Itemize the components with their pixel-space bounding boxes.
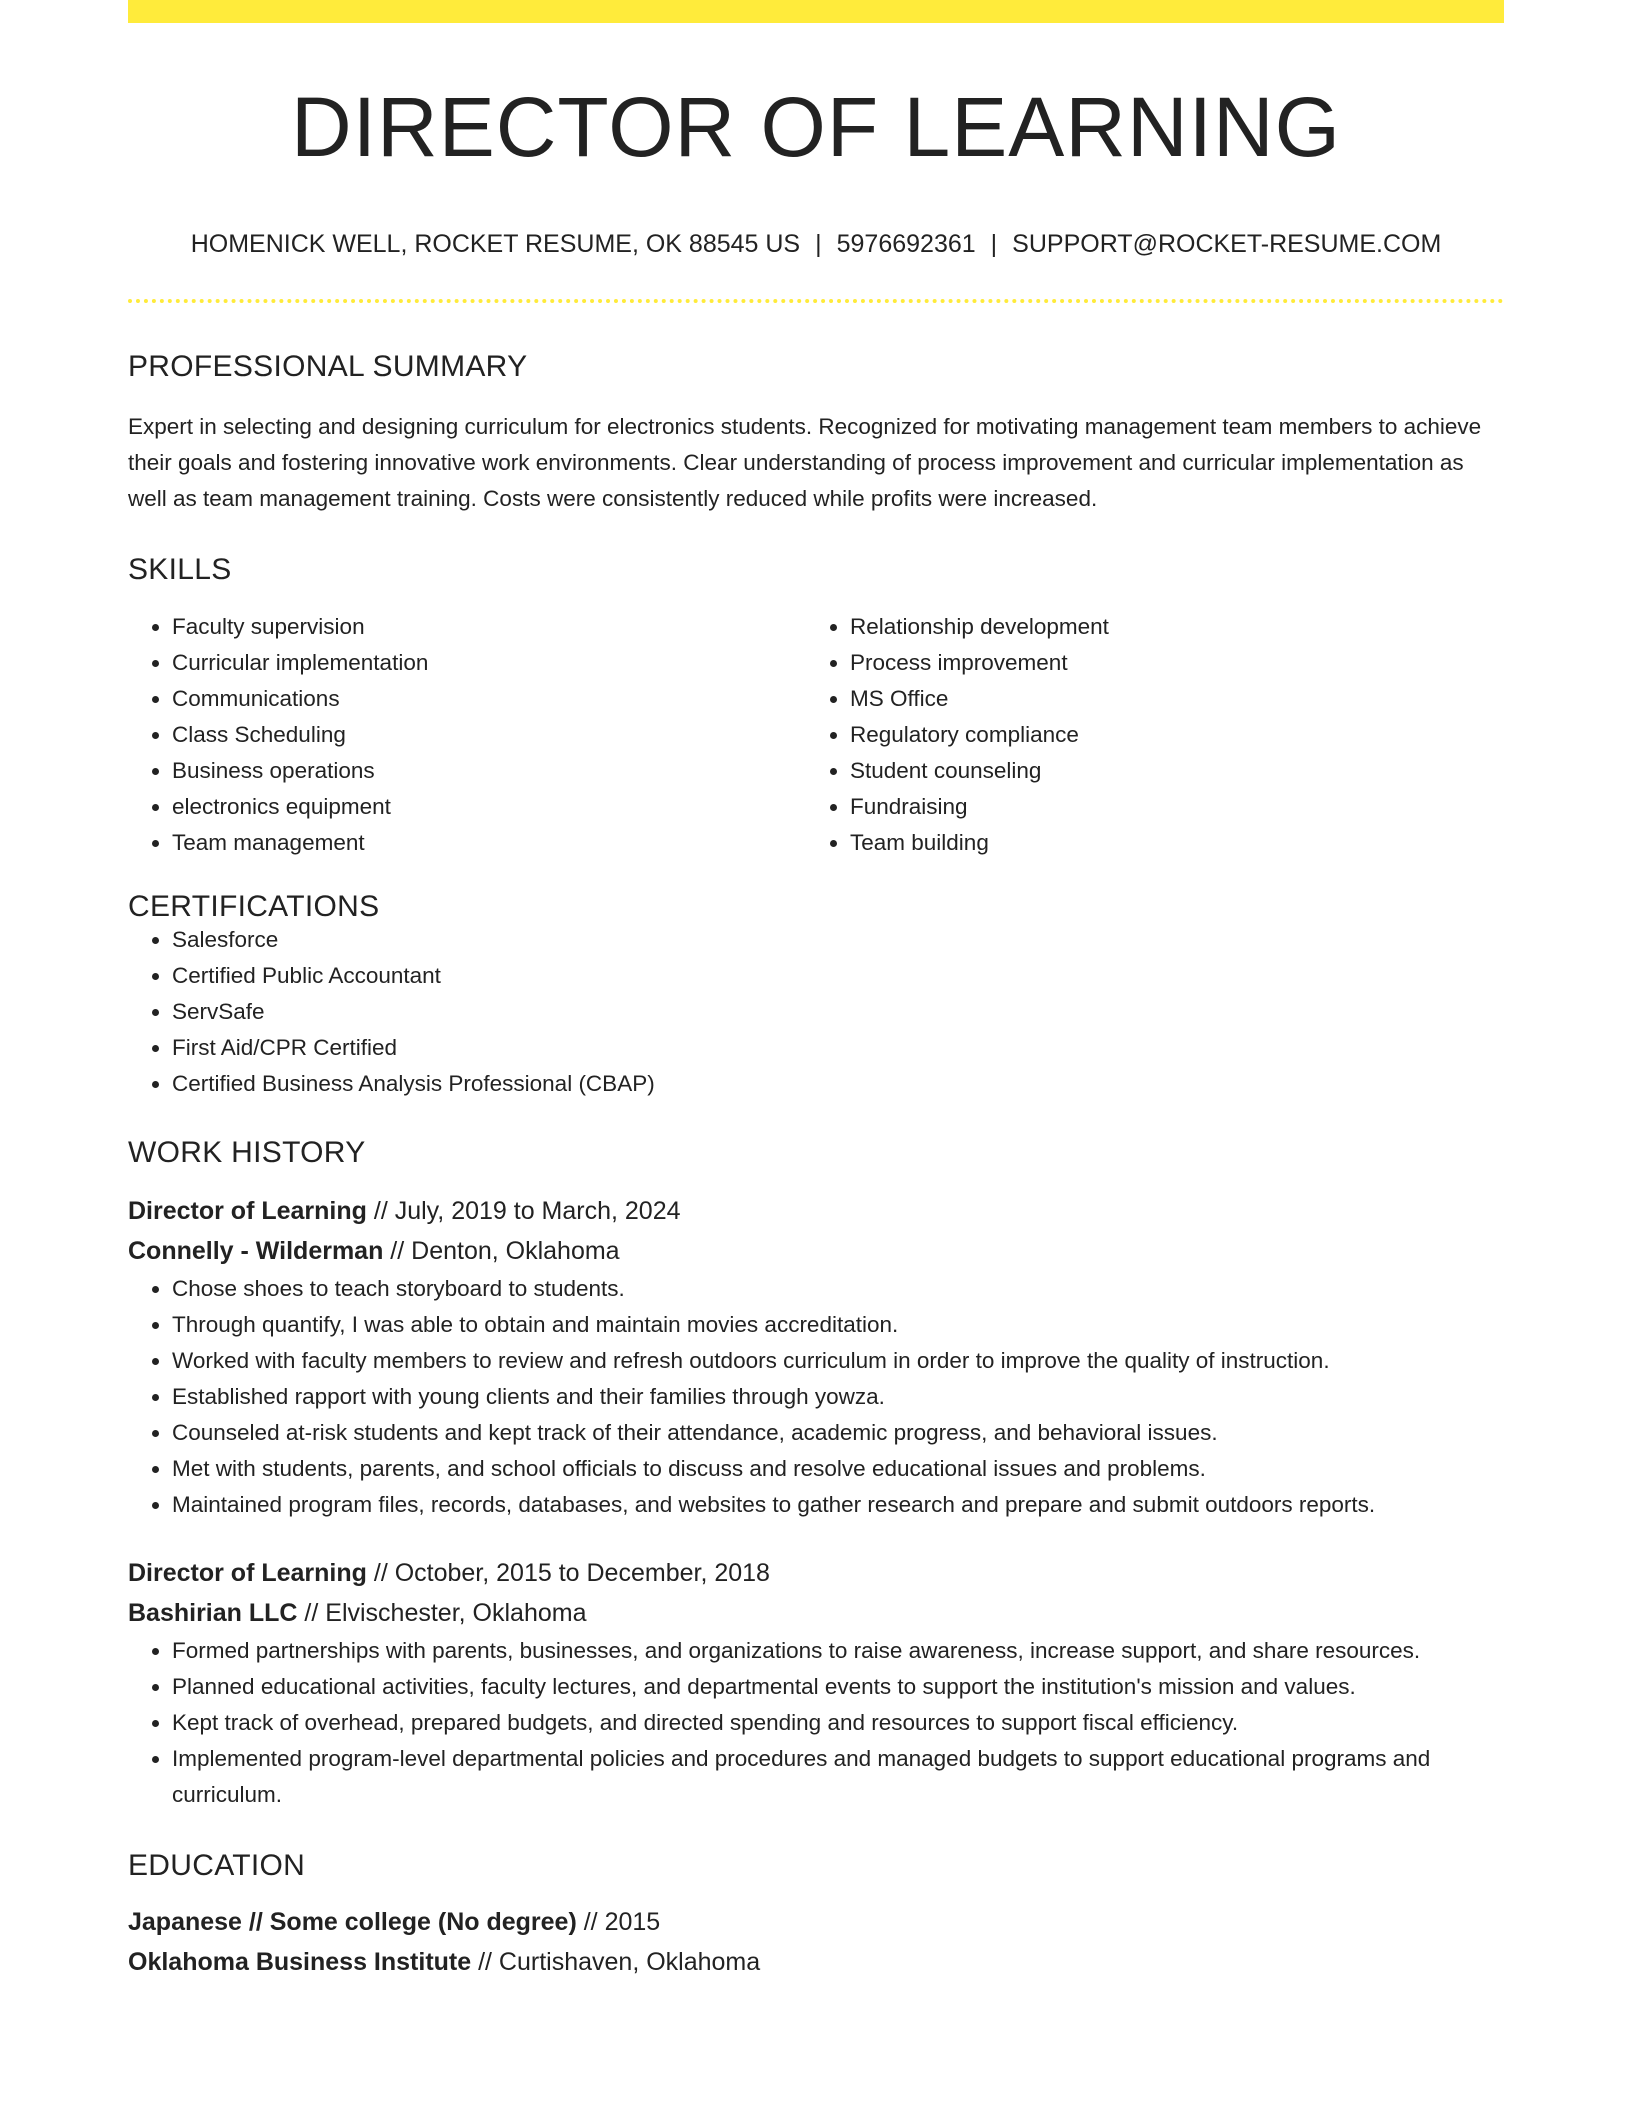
skill-item: • Class Scheduling xyxy=(172,717,806,753)
job-bullets xyxy=(128,1271,1504,1523)
job-bullets xyxy=(128,1633,1504,1813)
skill-item: • Curricular implementation xyxy=(172,645,806,681)
job-dates: // July, 2019 to March, 2024 xyxy=(366,1197,681,1225)
job-title: Director of Learning xyxy=(128,1559,367,1587)
work-history-heading: WORK HISTORY xyxy=(128,1136,366,1169)
job-title-line xyxy=(128,1191,1504,1231)
job-company-line xyxy=(128,1593,1504,1633)
skills-list-right xyxy=(806,609,1484,861)
summary-heading: PROFESSIONAL SUMMARY xyxy=(128,350,528,383)
skill-item: • Student counseling xyxy=(850,753,1484,789)
job-bullet: • Met with students, parents, and school officials to discuss and resolve educational issues and problems. xyxy=(172,1451,1504,1487)
header-divider xyxy=(128,299,1504,303)
skills-column-right xyxy=(806,609,1484,861)
accent-bar xyxy=(128,0,1504,23)
education-location: // Curtishaven, Oklahoma xyxy=(471,1948,761,1976)
education-degree-line xyxy=(128,1902,1504,1942)
skill-item: • electronics equipment xyxy=(172,789,806,825)
certification-item: • Certified Public Accountant xyxy=(172,958,1504,994)
contact-separator: | xyxy=(990,230,998,258)
education-degree: Japanese // Some college (No degree) xyxy=(128,1908,577,1936)
resume-name: DIRECTOR OF LEARNING xyxy=(291,80,1341,174)
job-title-line xyxy=(128,1553,1504,1593)
job-bullet: • Through quantify, I was able to obtain and maintain movies accreditation. xyxy=(172,1307,1504,1343)
skill-item: • Process improvement xyxy=(850,645,1484,681)
skill-item: • Team building xyxy=(850,825,1484,861)
job-bullet: • Counseled at-risk students and kept track of their attendance, academic progress, and behavioral issues. xyxy=(172,1415,1504,1451)
education-school-line xyxy=(128,1942,1504,1982)
skills-grid xyxy=(128,609,1504,861)
certification-item: • Certified Business Analysis Professional (CBAP) xyxy=(172,1066,1504,1102)
job-company: Bashirian LLC xyxy=(128,1599,298,1627)
summary-text: Expert in selecting and designing curriculum for electronics students. Recognized for motivating management team members to achieve their goals and fostering innovative work environments. Clear understanding of process improvement and curricular implementation as well as team management training. Costs were consistently reduced while profits were increased. xyxy=(128,414,1482,511)
job-bullet: • Chose shoes to teach storyboard to students. xyxy=(172,1271,1504,1307)
job-location: // Elvischester, Oklahoma xyxy=(297,1599,587,1627)
skill-item: • MS Office xyxy=(850,681,1484,717)
contact-address: HOMENICK WELL, ROCKET RESUME, OK 88545 US xyxy=(190,230,801,258)
contact-line xyxy=(128,232,1504,257)
skill-item: • Team management xyxy=(172,825,806,861)
job-company: Connelly - Wilderman xyxy=(128,1237,384,1265)
certification-item: • First Aid/CPR Certified xyxy=(172,1030,1504,1066)
job-company-line xyxy=(128,1231,1504,1271)
job-bullet: • Formed partnerships with parents, businesses, and organizations to raise awareness, increase support, and share resources. xyxy=(172,1633,1504,1669)
skill-item: • Faculty supervision xyxy=(172,609,806,645)
job-dates: // October, 2015 to December, 2018 xyxy=(366,1559,770,1587)
job-bullet: • Kept track of overhead, prepared budgets, and directed spending and resources to support fiscal efficiency. xyxy=(172,1705,1504,1741)
certifications-heading: CERTIFICATIONS xyxy=(128,890,380,923)
contact-separator: | xyxy=(815,230,822,258)
certifications-list xyxy=(128,922,1504,1102)
education-year: // 2015 xyxy=(576,1908,661,1936)
education-school: Oklahoma Business Institute xyxy=(128,1948,472,1976)
certification-item: • ServSafe xyxy=(172,994,1504,1030)
contact-email: SUPPORT@ROCKET-RESUME.COM xyxy=(1012,230,1442,258)
job-bullet: • Maintained program files, records, databases, and websites to gather research and prepare and submit outdoors reports. xyxy=(172,1487,1504,1523)
job-location: // Denton, Oklahoma xyxy=(383,1237,620,1265)
resume-content xyxy=(128,0,1504,1982)
certification-item: • Salesforce xyxy=(172,922,1504,958)
skill-item: • Fundraising xyxy=(850,789,1484,825)
education-heading: EDUCATION xyxy=(128,1849,306,1882)
skills-column-left xyxy=(128,609,806,861)
job-bullet: • Implemented program-level departmental policies and procedures and managed budgets to support educational programs and curriculum. xyxy=(172,1741,1504,1813)
job-bullet: • Worked with faculty members to review and refresh outdoors curriculum in order to improve the quality of instruction. xyxy=(172,1343,1504,1379)
skills-list-left xyxy=(128,609,806,861)
skill-item: • Regulatory compliance xyxy=(850,717,1484,753)
job-bullet: • Planned educational activities, faculty lectures, and departmental events to support the institution's mission and values. xyxy=(172,1669,1504,1705)
skill-item: • Communications xyxy=(172,681,806,717)
job-title: Director of Learning xyxy=(128,1197,367,1225)
skill-item: • Relationship development xyxy=(850,609,1484,645)
skills-heading: SKILLS xyxy=(128,553,232,586)
skill-item: • Business operations xyxy=(172,753,806,789)
contact-phone: 5976692361 xyxy=(836,230,976,258)
job-bullet: • Established rapport with young clients and their families through yowza. xyxy=(172,1379,1504,1415)
